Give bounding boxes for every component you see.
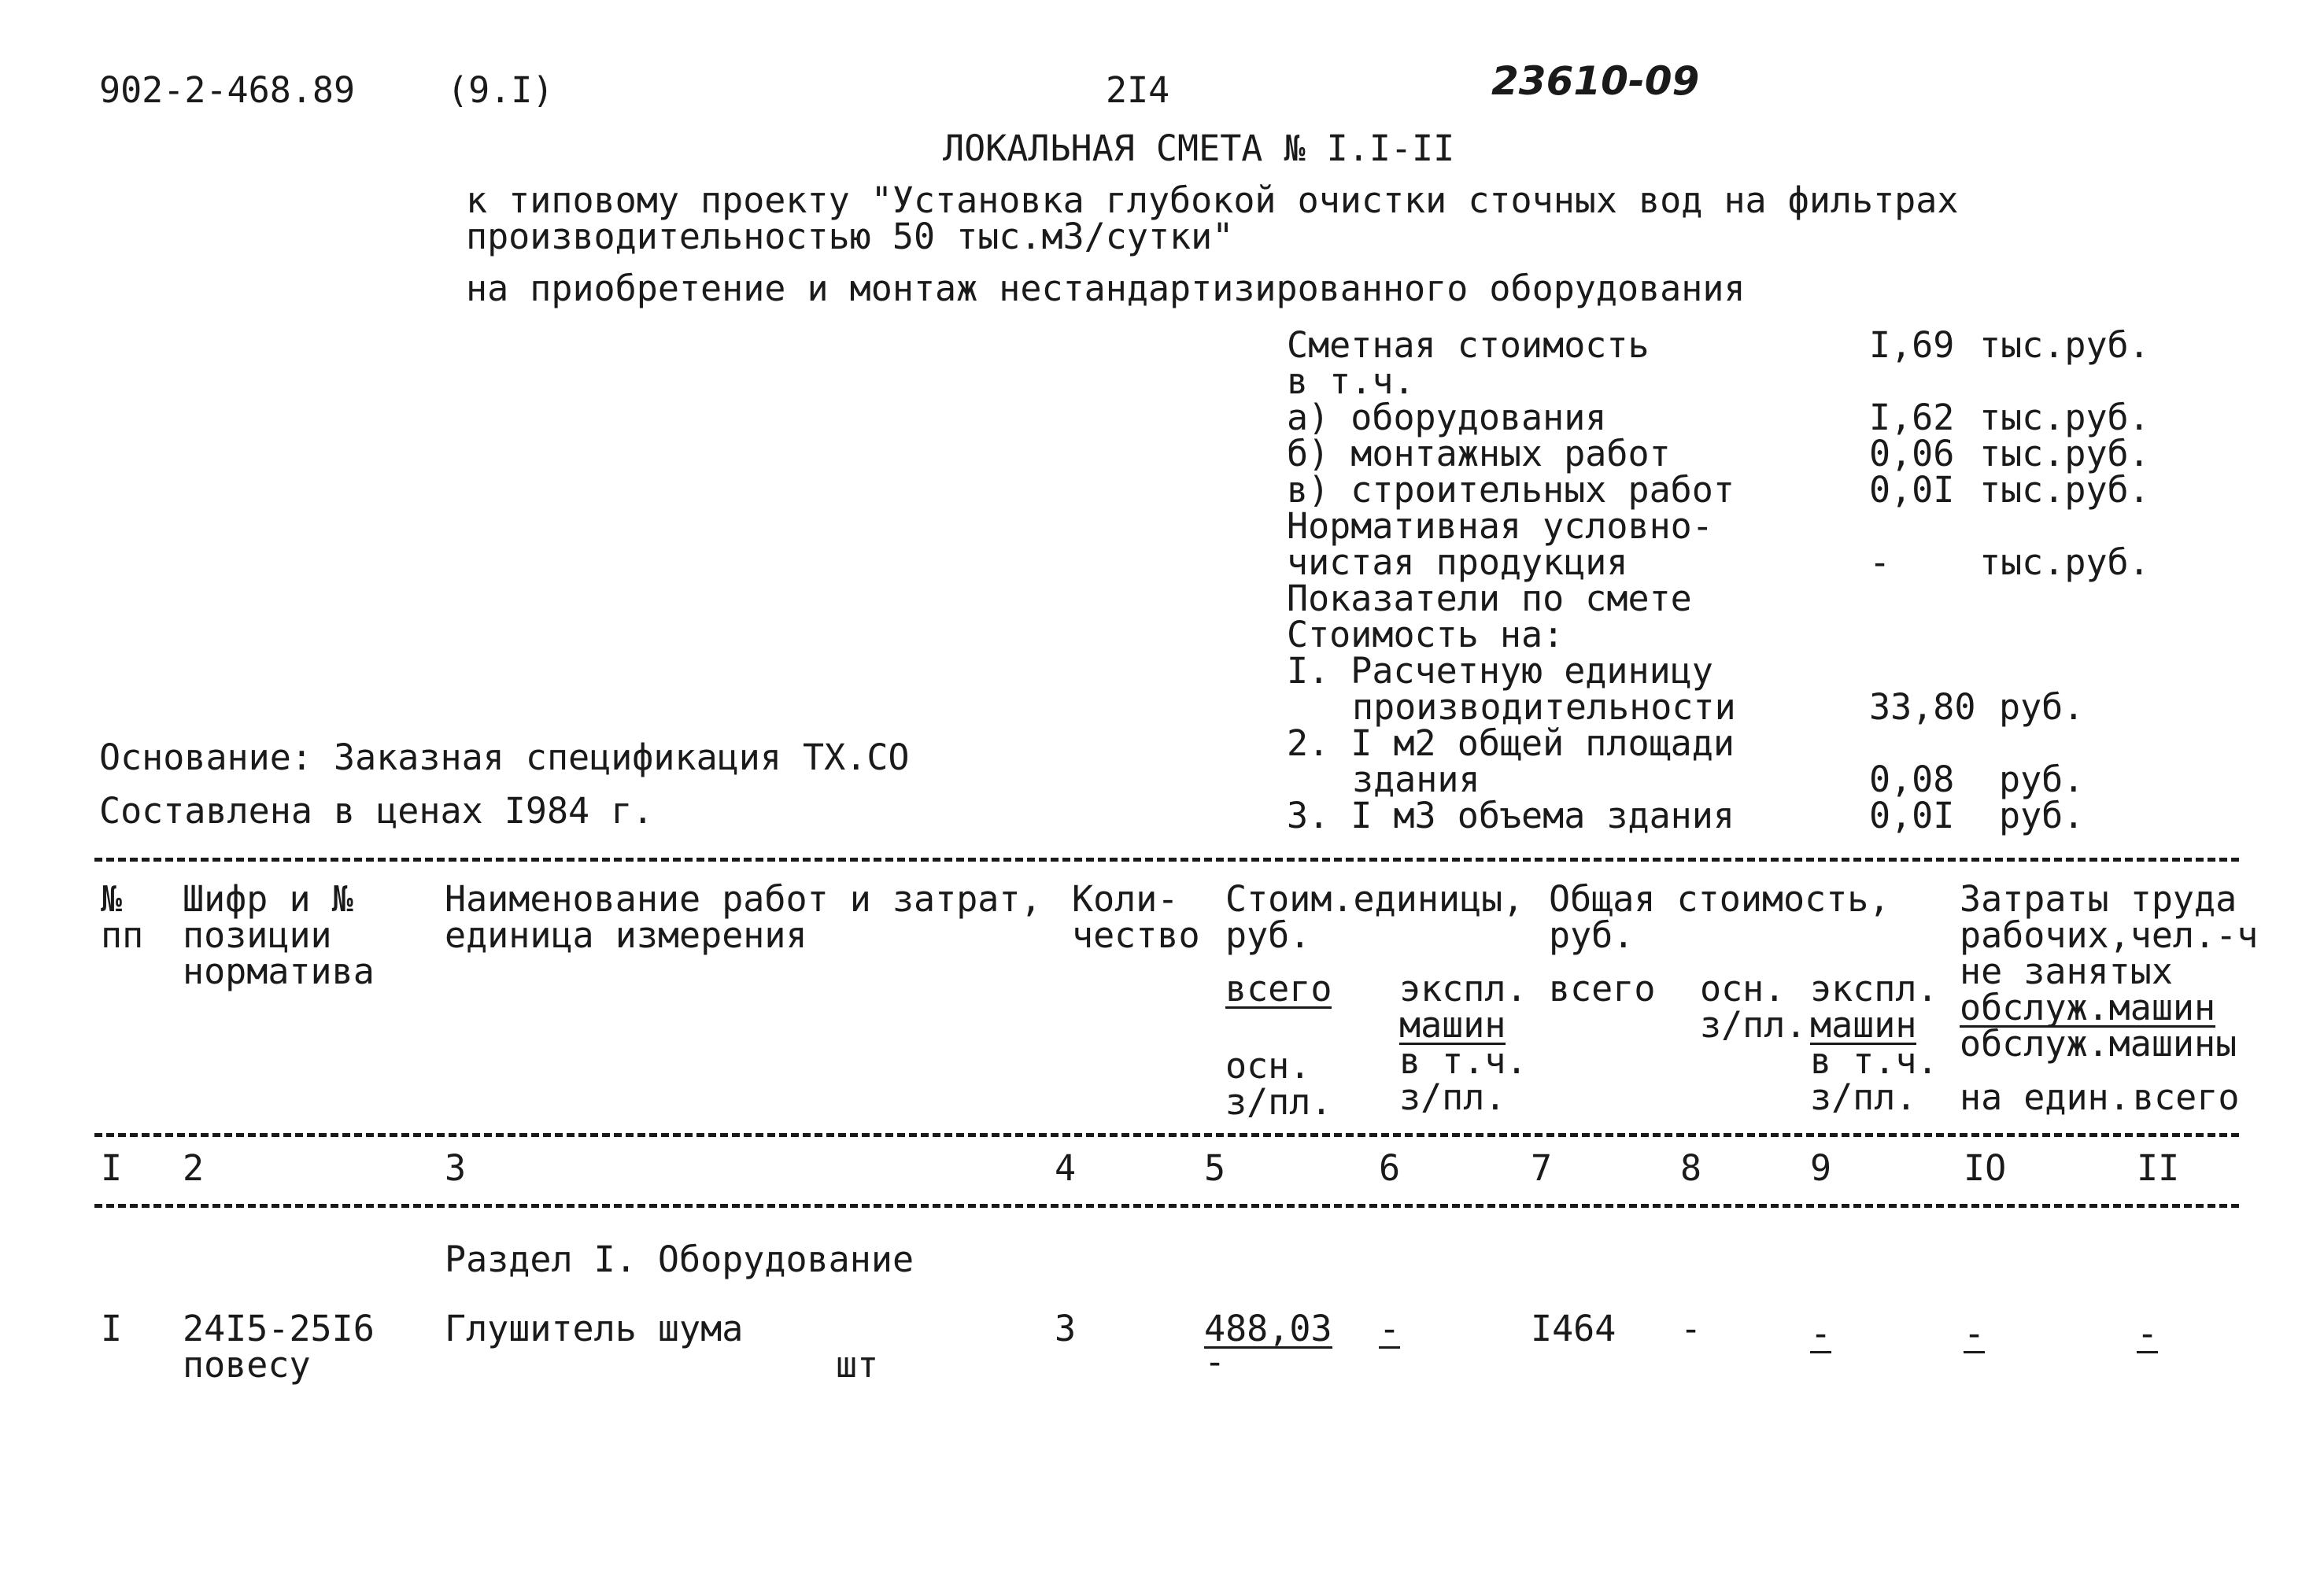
header-total-cost: Общая стоимость, <box>1549 878 1890 920</box>
indicator-2-label-cont: здания <box>1352 759 1480 800</box>
column-number: 9 <box>1810 1147 1832 1189</box>
column-number: IO <box>1964 1147 2007 1189</box>
indicator-1-label-cont: производительности <box>1352 686 1736 728</box>
indicator-2-label: 2. I м2 общей площади <box>1287 722 1735 764</box>
estimated-cost-label: Сметная стоимость <box>1287 324 1650 366</box>
header-code: позиции <box>183 914 332 956</box>
header-total-all: всего <box>1549 968 1656 1010</box>
equipment-label: а) оборудования <box>1287 397 1607 438</box>
row-unit: шт <box>836 1344 879 1386</box>
header-total-base: з/пл. <box>1700 1004 1807 1046</box>
header-unit-machines: экспл. <box>1399 968 1528 1010</box>
header-num: пп <box>101 914 144 956</box>
column-number: 6 <box>1379 1147 1401 1189</box>
table-header-rule <box>94 1133 2239 1137</box>
row-unit-cost: 488,03 <box>1204 1308 1332 1349</box>
header-num: № <box>101 878 123 920</box>
column-number: 7 <box>1531 1147 1553 1189</box>
prices-text: Составлена в ценах I984 г. <box>99 790 654 832</box>
installation-label: б) монтажных работ <box>1287 433 1671 474</box>
header-unit-all: всего <box>1225 968 1332 1010</box>
header-quantity: чество <box>1072 914 1200 956</box>
indicators-label: Показатели по смете <box>1287 578 1692 619</box>
indicator-1-value: 33,80 <box>1869 686 1976 728</box>
row-number: I <box>101 1308 123 1349</box>
unit-rub: руб. <box>1999 795 2085 836</box>
project-line-2: производительностью 50 тыс.м3/сутки" <box>466 216 1234 257</box>
unit-label: тыс.руб. <box>1979 324 2150 366</box>
unit-label: тыс.руб. <box>1979 397 2150 438</box>
basis-text: Основание: Заказная спецификация ТХ.СО <box>99 736 910 778</box>
header-unit-machines: в т.ч. <box>1399 1040 1528 1082</box>
header-total-machines: з/пл. <box>1810 1076 1917 1118</box>
row-code: повесу <box>183 1344 311 1386</box>
header-code: Шифр и № <box>183 878 353 920</box>
project-line-1: к типовому проекту "Установка глубокой очистки сточных вод на фильтрах <box>466 179 1959 221</box>
inventory-number: 23610-09 <box>1491 58 1700 104</box>
purpose-line: на приобретение и монтаж нестандартизированного оборудования <box>466 268 1746 309</box>
column-number: 8 <box>1680 1147 1702 1189</box>
header-total-machines: машин <box>1810 1004 1917 1046</box>
header-total-cost: руб. <box>1549 914 1635 956</box>
indicator-1-label: I. Расчетную единицу <box>1287 650 1713 692</box>
indicator-3-label: 3. I м3 объема здания <box>1287 795 1735 836</box>
header-labor-unit: на един. <box>1960 1076 2130 1118</box>
header-work-name: единица измерения <box>445 914 807 956</box>
row-quantity: 3 <box>1055 1308 1077 1349</box>
header-unit-machines: з/пл. <box>1399 1076 1506 1118</box>
document-code: 902-2-468.89 <box>99 69 356 111</box>
table-numbers-rule <box>94 1204 2239 1208</box>
column-number: I <box>101 1147 123 1189</box>
row-labor-total: - <box>2137 1312 2159 1354</box>
row-labor-unit: - <box>1964 1312 1986 1354</box>
header-code: норматива <box>183 951 375 992</box>
column-number: 5 <box>1204 1147 1226 1189</box>
header-total-machines: в т.ч. <box>1810 1040 1938 1082</box>
unit-label: тыс.руб. <box>1979 469 2150 511</box>
construction-value: 0,0I <box>1869 469 1955 511</box>
header-total-machines: экспл. <box>1810 968 1938 1010</box>
normative-label-1: Нормативная условно- <box>1287 505 1713 547</box>
unit-label: тыс.руб. <box>1979 541 2150 583</box>
normative-value: - <box>1869 541 1891 583</box>
unit-label: тыс.руб. <box>1979 433 2150 474</box>
header-labor: Затраты труда <box>1960 878 2237 920</box>
cost-per-label: Стоимость на: <box>1287 614 1565 655</box>
header-unit-machines: машин <box>1399 1004 1506 1046</box>
unit-rub: руб. <box>1999 686 2085 728</box>
header-unit-base: осн. <box>1225 1045 1311 1087</box>
header-unit-cost: Стоим.единицы, <box>1225 878 1524 920</box>
header-labor: обслуж.машин <box>1960 987 2216 1028</box>
header-labor: обслуж.машины <box>1960 1023 2237 1065</box>
table-top-rule <box>94 858 2239 862</box>
row-name: Глушитель шума <box>445 1308 744 1349</box>
column-number: 4 <box>1055 1147 1077 1189</box>
row-total-base: - <box>1680 1308 1702 1349</box>
row-unit-machines: - <box>1379 1308 1401 1349</box>
header-unit-cost: руб. <box>1225 914 1311 956</box>
header-unit-base: з/пл. <box>1225 1081 1332 1123</box>
unit-rub: руб. <box>1999 759 2085 800</box>
row-total: I464 <box>1531 1308 1616 1349</box>
equipment-value: I,62 <box>1869 397 1955 438</box>
column-number: 2 <box>183 1147 205 1189</box>
section-title: Раздел I. Оборудование <box>445 1239 914 1280</box>
indicator-3-value: 0,0I <box>1869 795 1955 836</box>
including-label: в т.ч. <box>1287 360 1415 402</box>
normative-label-2: чистая продукция <box>1287 541 1628 583</box>
column-number: II <box>2137 1147 2180 1189</box>
document-title: ЛОКАЛЬНАЯ СМЕТА № I.I-II <box>943 127 1455 169</box>
row-total-machines: - <box>1810 1312 1832 1354</box>
header-quantity: Коли- <box>1072 878 1179 920</box>
header-labor: рабочих,чел.-ч <box>1960 914 2259 956</box>
estimated-cost-value: I,69 <box>1869 324 1955 366</box>
header-work-name: Наименование работ и затрат, <box>445 878 1042 920</box>
sheet-reference: (9.I) <box>447 69 554 111</box>
column-number: 3 <box>445 1147 467 1189</box>
construction-label: в) строительных работ <box>1287 469 1735 511</box>
header-labor-total: всего <box>2133 1076 2240 1118</box>
row-code: 24I5-25I6 <box>183 1308 375 1349</box>
row-unit-cost-base: - <box>1204 1341 1226 1382</box>
header-total-base: осн. <box>1700 968 1786 1010</box>
page-number: 2I4 <box>1106 69 1170 111</box>
indicator-2-value: 0,08 <box>1869 759 1955 800</box>
installation-value: 0,06 <box>1869 433 1955 474</box>
header-labor: не занятых <box>1960 951 2173 992</box>
